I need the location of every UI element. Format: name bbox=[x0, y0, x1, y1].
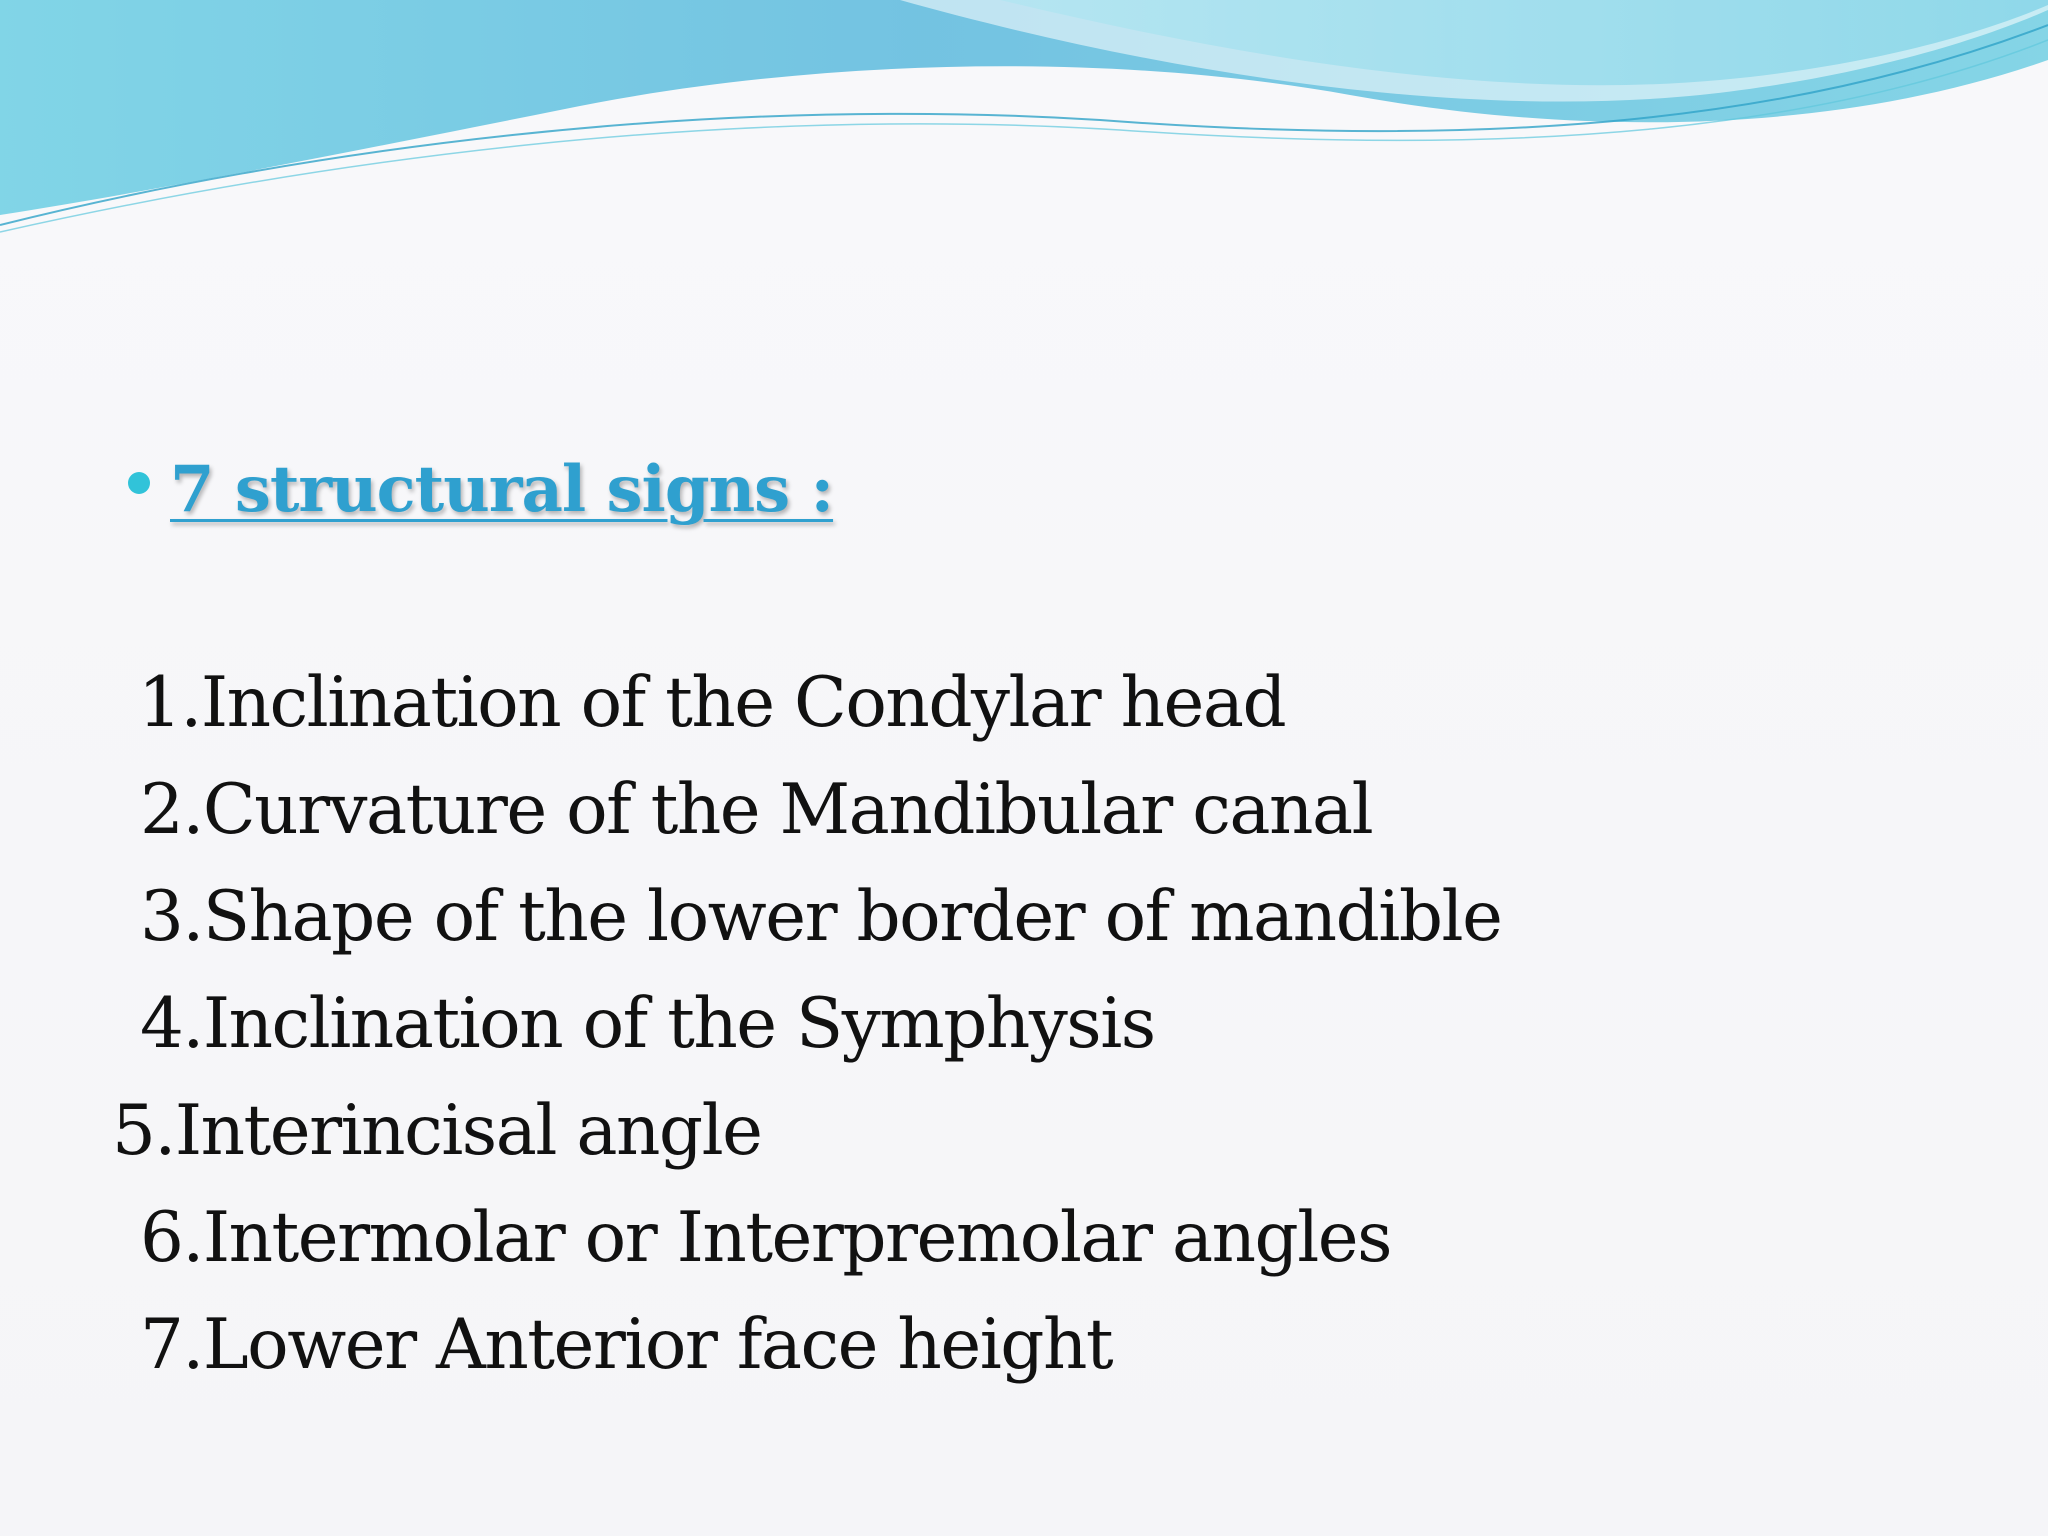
list-item: 2.Curvature of the Mandibular canal bbox=[140, 770, 1373, 850]
bullet-dot-icon bbox=[128, 472, 150, 494]
structural-signs-list bbox=[112, 650, 1502, 1399]
header-wave-decoration bbox=[0, 0, 2048, 240]
heading-row bbox=[128, 452, 833, 527]
list-item: 6.Intermolar or Interpremolar angles bbox=[140, 1198, 1392, 1278]
list-item: 1.Inclination of the Condylar head bbox=[138, 663, 1286, 743]
list-item: 3.Shape of the lower border of mandible bbox=[140, 877, 1502, 957]
list-item: 7.Lower Anterior face height bbox=[140, 1305, 1113, 1385]
slide-heading: 7 structural signs : bbox=[170, 452, 834, 527]
list-item: 5.Interincisal angle bbox=[112, 1091, 762, 1171]
list-item: 4.Inclination of the Symphysis bbox=[140, 984, 1155, 1064]
